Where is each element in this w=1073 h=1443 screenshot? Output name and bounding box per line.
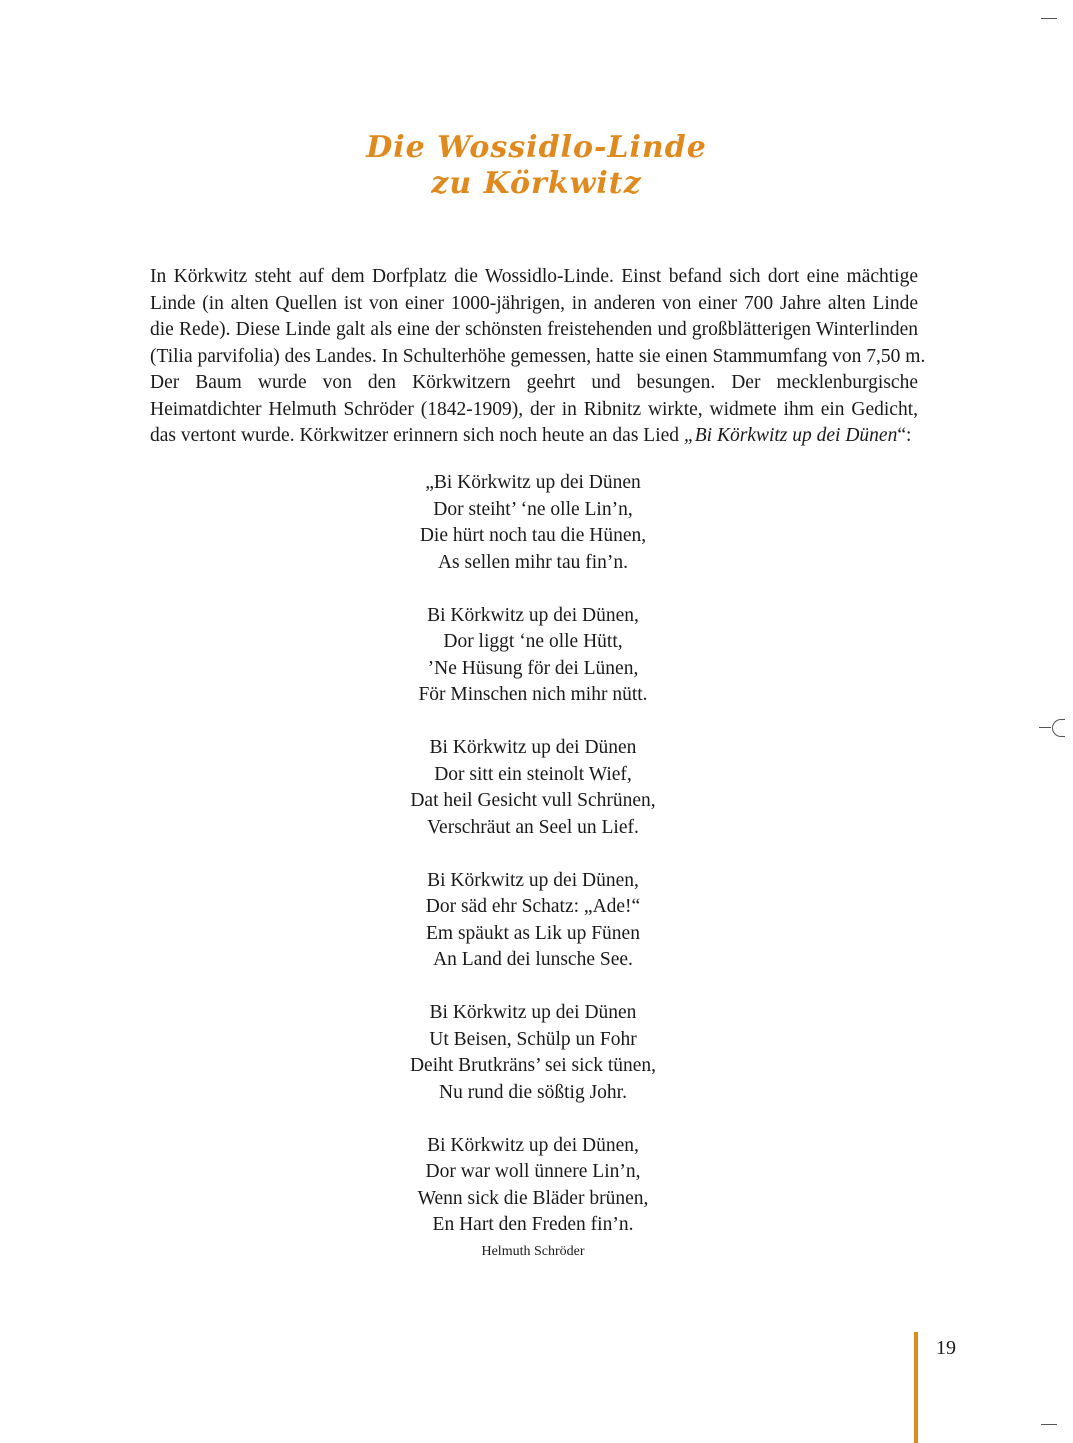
- intro-last-suffix: “:: [897, 425, 912, 446]
- poem-line: Em späukt as Lik up Fünen: [426, 922, 640, 944]
- intro-line-last: [150, 423, 918, 450]
- poem: [333, 470, 733, 1265]
- poem-line: Dor säd ehr Schatz: „Ade!“: [425, 896, 641, 917]
- poem-line: Dat heil Gesicht vull Schrünen,: [410, 790, 656, 811]
- poem-line: Wenn sick die Bläder brünen,: [417, 1187, 649, 1209]
- intro-line: Der Baum wurde von den Körkwitzern geehrt und besungen. Der mecklenburgische: [150, 372, 918, 393]
- intro-paragraph: [150, 264, 926, 450]
- poem-line: Dor sitt ein steinolt Wief,: [434, 763, 632, 785]
- title-line-1: Die Wossidlo-Linde: [366, 130, 707, 165]
- poem-stanza: [333, 1000, 733, 1106]
- poem-line: Dor war woll ünnere Lin’n,: [425, 1161, 641, 1182]
- intro-line: Linde (in alten Quellen ist von einer 1000-jährigen, in anderen von einer 700 Jahre alten Linde: [150, 292, 918, 314]
- poem-line: Dor liggt ‘ne olle Hütt,: [443, 631, 623, 652]
- crop-mark-middle-curve: [1052, 719, 1065, 737]
- title-line-2: zu Körkwitz: [431, 166, 642, 201]
- poem-author: Helmuth Schröder: [481, 1243, 585, 1259]
- poem-stanza: [333, 470, 733, 576]
- poem-stanza: [333, 735, 733, 841]
- poem-stanza: [333, 1133, 733, 1239]
- intro-line: die Rede). Diese Linde galt als eine der schönsten freistehenden und großblätterigen Winterlinden: [150, 319, 918, 340]
- song-title: „Bi Körkwitz up dei Dünen: [683, 425, 898, 446]
- crop-mark-bottom: [1041, 1424, 1057, 1425]
- poem-line: En Hart den Freden fin’n.: [432, 1214, 634, 1235]
- crop-mark-top: [1041, 18, 1057, 19]
- poem-line: Die hürt noch tau die Hünen,: [419, 525, 647, 546]
- page-title: [0, 130, 1073, 202]
- poem-line: ’Ne Hüsung för dei Lünen,: [427, 657, 639, 679]
- poem-line: „Bi Körkwitz up dei Dünen: [425, 472, 641, 493]
- page-number: 19: [936, 1337, 956, 1359]
- intro-last-prefix: das vertont wurde. Körkwitzer erinnern sich noch heute an das Lied: [150, 425, 684, 446]
- poem-stanza: [333, 603, 733, 709]
- poem-line: Ut Beisen, Schülp un Fohr: [429, 1028, 637, 1050]
- poem-line: Dor steiht’ ‘ne olle Lin’n,: [433, 498, 633, 520]
- poem-line: Bi Körkwitz up dei Dünen: [429, 1002, 637, 1023]
- poem-line: Deiht Brutkräns’ sei sick tünen,: [409, 1055, 657, 1076]
- poem-line: An Land dei lunsche See.: [433, 949, 633, 970]
- poem-line: As sellen mihr tau fin’n.: [437, 551, 629, 573]
- poem-line: Bi Körkwitz up dei Dünen,: [427, 1134, 639, 1156]
- crop-mark-middle: [1039, 727, 1051, 728]
- poem-line: Bi Körkwitz up dei Dünen: [429, 737, 637, 758]
- poem-line: Verschräut an Seel un Lief.: [427, 816, 639, 838]
- intro-line: (Tilia parvifolia) des Landes. In Schulterhöhe gemessen, hatte sie einen Stammumfang von 7,50 m.: [150, 345, 926, 367]
- poem-line: Bi Körkwitz up dei Dünen,: [427, 604, 639, 626]
- intro-line: Heimatdichter Helmuth Schröder (1842-1909), der in Ribnitz wirkte, widmete ihm ein Gedicht,: [150, 398, 918, 420]
- poem-line: Nu rund die sößtig Johr.: [439, 1081, 627, 1103]
- intro-line: In Körkwitz steht auf dem Dorfplatz die Wossidlo-Linde. Einst befand sich dort eine mächtige: [150, 266, 918, 287]
- poem-stanza: [333, 868, 733, 974]
- page-number-rule: [914, 1332, 918, 1443]
- poem-line: För Minschen nich mihr nütt.: [418, 684, 648, 705]
- poem-line: Bi Körkwitz up dei Dünen,: [427, 869, 639, 891]
